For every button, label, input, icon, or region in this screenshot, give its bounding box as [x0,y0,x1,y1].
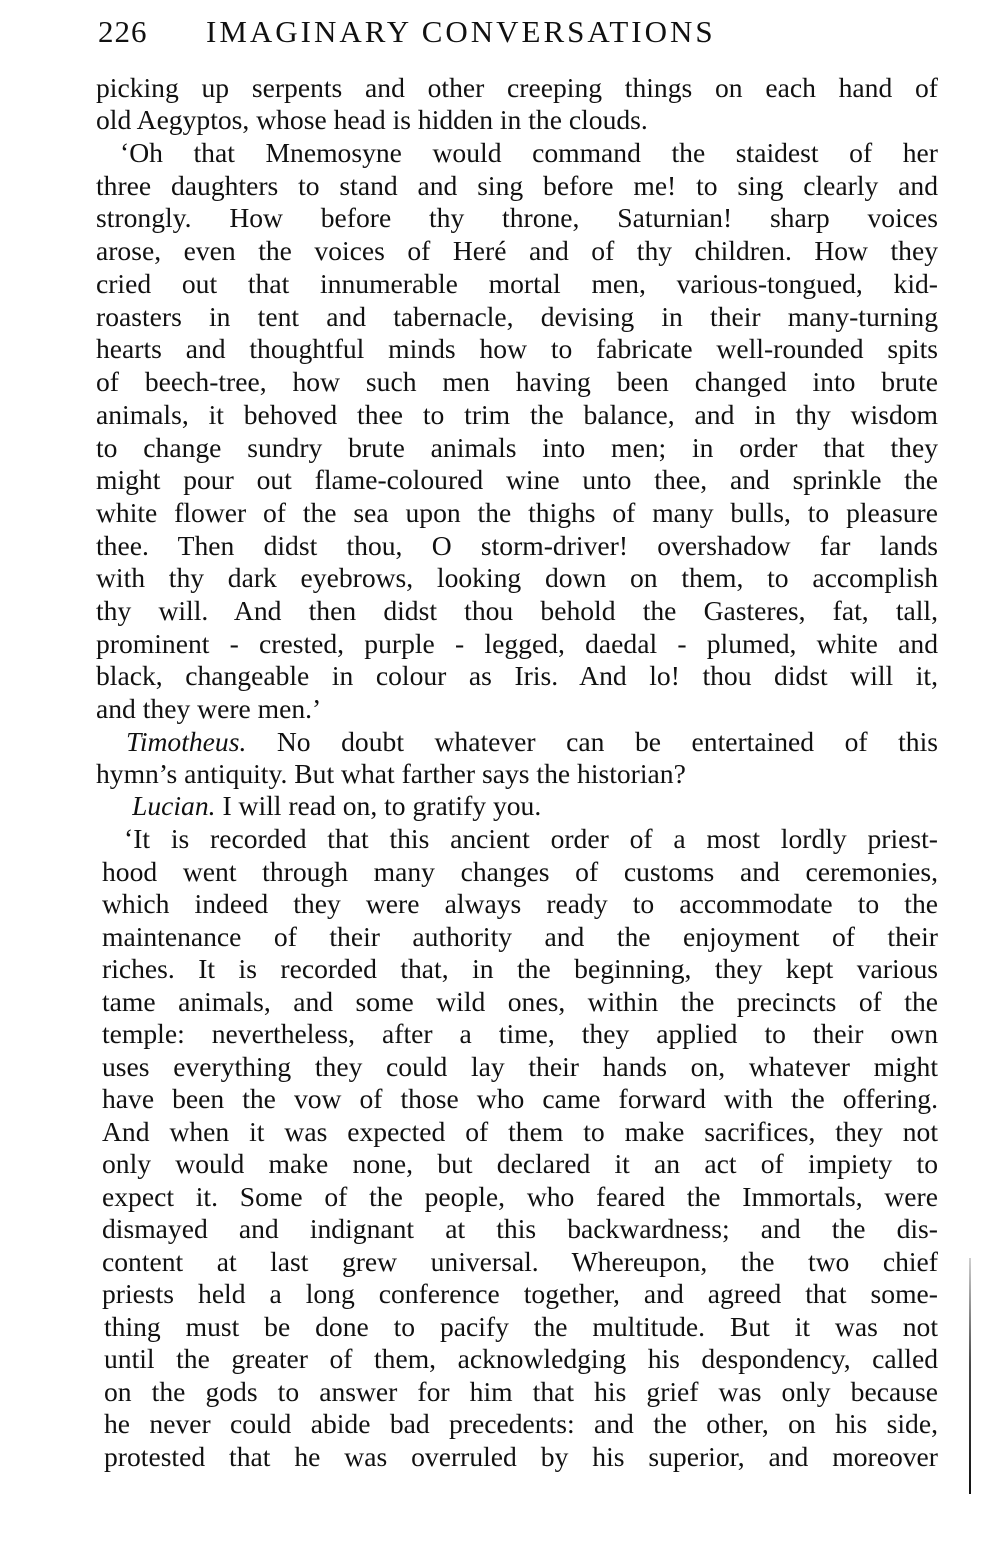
line-text: on the gods to answer for him that his grief was only because [104,1376,938,1407]
line-text: which indeed they were always ready to accommodate to the [102,888,938,919]
text-line [96,333,938,365]
line-text: cried out that innumerable mortal men, various-tongued, kid- [96,268,938,299]
line-text: of beech-tree, how such men having been changed into brute [96,366,938,397]
line-text: hymn’s antiquity. But what farther says the historian? [96,758,686,789]
text-line [96,235,938,267]
line-text: content at last grew universal. Whereupon, the two chief [102,1246,938,1277]
line-text: thing must be done to pacify the multitude. But it was not [104,1311,938,1342]
line-text: thee. Then didst thou, O storm-driver! overshadow far lands [96,530,938,561]
text-line [102,1213,938,1245]
line-text: I will read on, to gratify you. [215,790,542,821]
line-text: hood went through many changes of customs and ceremonies, [102,856,938,887]
line-text: dismayed and indignant at this backwardness; and the dis- [102,1213,938,1244]
text-line [96,399,938,431]
text-line [96,758,938,790]
speaker-name: Timotheus. [126,726,247,757]
line-text: arose, even the voices of Heré and of thy children. How they [96,235,938,266]
text-line [104,1311,938,1343]
text-line [96,562,938,594]
line-text: he never could abide bad precedents: and the other, on his side, [104,1408,938,1439]
text-line [102,1181,938,1213]
text-line [104,1343,938,1375]
line-text: might pour out flame-coloured wine unto thee, and sprinkle the [96,464,938,495]
text-line [96,366,938,398]
text-line [96,530,938,562]
text-line [96,268,938,300]
text-line [102,1018,938,1050]
text-line [124,823,938,855]
text-line [96,72,938,104]
line-text: expect it. Some of the people, who feared the Immortals, were [102,1181,938,1212]
line-text: And when it was expected of them to make sacrifices, they not [102,1116,938,1147]
line-text: prominent - crested, purple - legged, daedal - plumed, white and [96,628,938,659]
text-line [96,432,938,464]
line-text: thy will. And then didst thou behold the Gasteres, fat, tall, [96,595,938,626]
text-line [96,693,938,725]
text-line [96,628,938,660]
text-line [102,1051,938,1083]
text-line [96,202,938,234]
text-line [104,1441,938,1473]
text-line [102,888,938,920]
speaker-name: Lucian. [132,790,216,821]
text-line [132,790,938,822]
line-text: and they were men.’ [96,693,322,724]
line-text: three daughters to stand and sing before me! to sing clearly and [96,170,938,201]
line-text: No doubt whatever can be entertained of this [246,726,938,757]
line-text: ‘It is recorded that this ancient order of a most lordly priest- [124,823,938,854]
line-text: uses everything they could lay their hands on, whatever might [102,1051,938,1082]
line-text: priests held a long conference together, and agreed that some- [102,1278,938,1309]
running-title: IMAGINARY CONVERSATIONS [206,14,716,49]
text-line [96,170,938,202]
margin-rule [969,1258,971,1494]
line-text: ‘Oh that Mnemosyne would command the staidest of her [120,137,938,168]
line-text: until the greater of them, acknowledging his despondency, called [104,1343,938,1374]
text-line [96,301,938,333]
line-text: animals, it behoved thee to trim the balance, and in thy wisdom [96,399,938,430]
text-line [96,104,938,136]
line-text: have been the vow of those who came forward with the offering. [102,1083,938,1114]
page-number: 226 [98,14,148,49]
line-text: roasters in tent and tabernacle, devising in their many-turning [96,301,938,332]
text-line [102,1278,938,1310]
text-line [102,856,938,888]
line-text: white flower of the sea upon the thighs of many bulls, to pleasure [96,497,938,528]
line-text: black, changeable in colour as Iris. And lo! thou didst will it, [96,660,938,691]
text-line [126,726,938,758]
text-line [96,595,938,627]
line-text: only would make none, but declared it an act of impiety to [102,1148,938,1179]
line-text: temple: nevertheless, after a time, they applied to their own [102,1018,938,1049]
text-line [102,1148,938,1180]
line-text: maintenance of their authority and the enjoyment of their [102,921,938,952]
text-line [102,1246,938,1278]
line-text: with thy dark eyebrows, looking down on them, to accomplish [96,562,938,593]
text-line [102,953,938,985]
line-text: old Aegyptos, whose head is hidden in the clouds. [96,104,648,135]
running-head [98,14,818,54]
text-line [104,1376,938,1408]
text-line [102,921,938,953]
line-text: strongly. How before thy throne, Saturnian! sharp voices [96,202,938,233]
text-line [102,1116,938,1148]
line-text: riches. It is recorded that, in the beginning, they kept various [102,953,938,984]
line-text: to change sundry brute animals into men; in order that they [96,432,938,463]
line-text: picking up serpents and other creeping things on each hand of [96,72,938,103]
text-line [102,986,938,1018]
text-line [96,660,938,692]
line-text: hearts and thoughtful minds how to fabricate well-rounded spits [96,333,938,364]
text-line [104,1408,938,1440]
text-line [96,464,938,496]
text-line [96,497,938,529]
line-text: tame animals, and some wild ones, within the precincts of the [102,986,938,1017]
line-text: protested that he was overruled by his superior, and moreover [104,1441,938,1472]
text-line [102,1083,938,1115]
text-line [120,137,938,169]
